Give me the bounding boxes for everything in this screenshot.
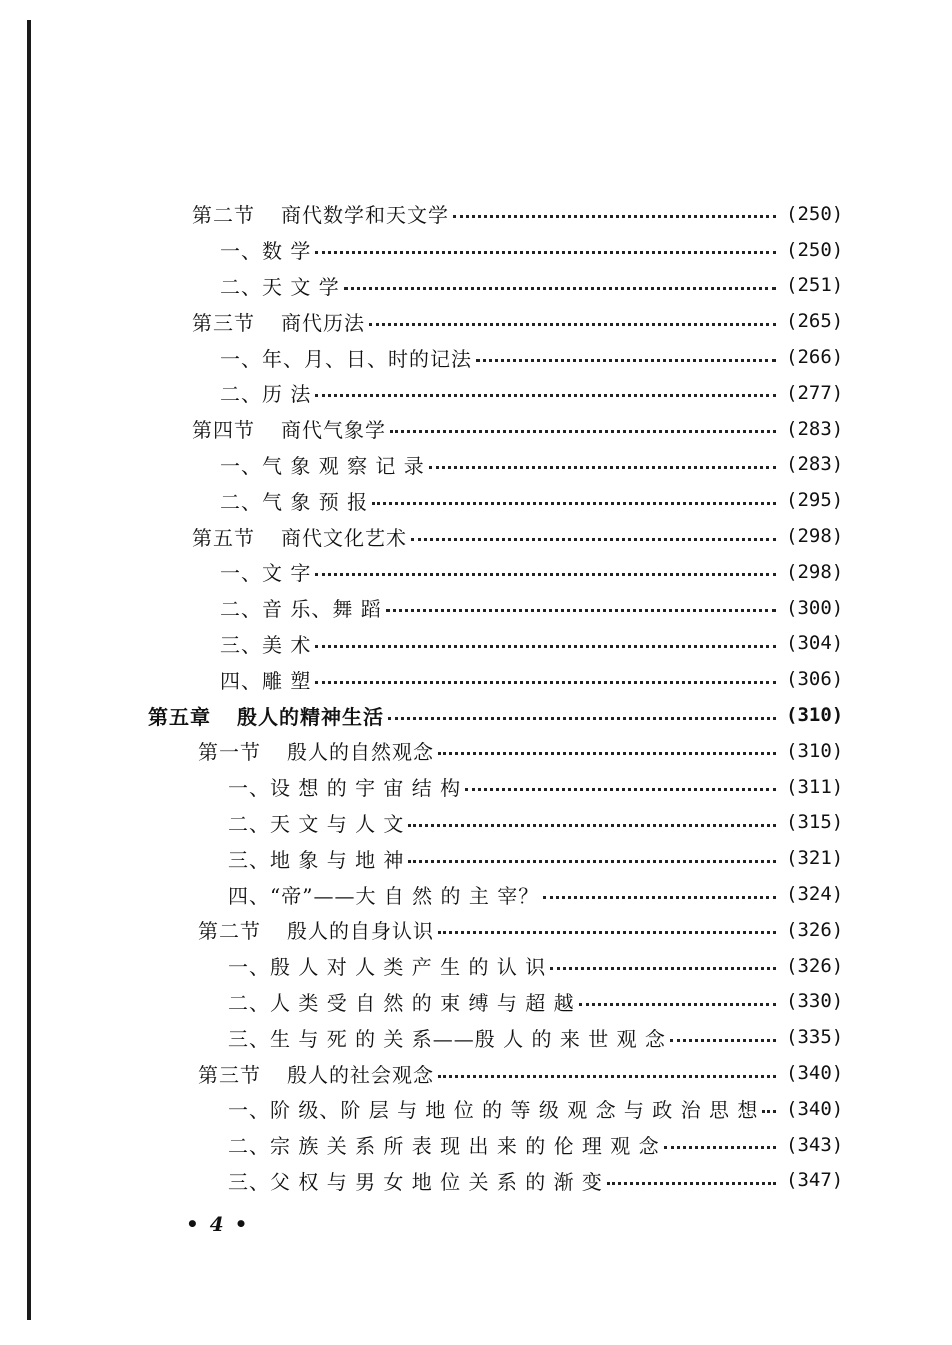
toc-entry-item[interactable] bbox=[0, 375, 952, 411]
toc-entry-section[interactable] bbox=[0, 303, 952, 339]
dot-leader bbox=[476, 339, 776, 362]
toc-entry-page: (315) bbox=[786, 811, 844, 834]
toc-entry-text: 一、设 想 的 宇 宙 结 构 bbox=[228, 776, 462, 801]
toc-entry-text: 一、气 象 观 察 记 录 bbox=[220, 453, 425, 478]
dot-leader bbox=[664, 1126, 776, 1149]
toc-entry-item[interactable] bbox=[0, 268, 952, 304]
toc-entry-title bbox=[228, 987, 575, 1016]
toc-entry-number: 第三节 bbox=[198, 1062, 261, 1087]
toc-entry-item[interactable] bbox=[0, 447, 952, 483]
toc-entry-text: 殷人的社会观念 bbox=[287, 1062, 434, 1087]
toc-entry-text: 商代数学和天文学 bbox=[281, 203, 449, 228]
dot-leader bbox=[411, 518, 776, 541]
toc-entry-text: 商代历法 bbox=[281, 310, 365, 335]
dot-leader bbox=[438, 911, 776, 934]
toc-entry-page: (251) bbox=[786, 274, 844, 297]
toc-entry-item[interactable] bbox=[0, 590, 952, 626]
toc-entry-title bbox=[192, 414, 386, 443]
dot-leader bbox=[607, 1162, 776, 1185]
toc-entry-item[interactable] bbox=[0, 232, 952, 268]
page-number: • 4 • bbox=[186, 1212, 250, 1236]
toc-entry-item-b[interactable] bbox=[0, 1091, 952, 1127]
toc-entry-item[interactable] bbox=[0, 482, 952, 518]
toc-entry-text: 三、生 与 死 的 关 系——殷 人 的 来 世 观 念 bbox=[228, 1026, 666, 1051]
toc-entry-number: 第二节 bbox=[192, 203, 255, 228]
toc-entry-text: 商代文化艺术 bbox=[281, 525, 407, 550]
dot-leader bbox=[408, 804, 776, 827]
toc-entry-text: 二、历 法 bbox=[220, 382, 312, 407]
toc-entry-section[interactable] bbox=[0, 411, 952, 447]
dot-leader bbox=[315, 553, 776, 576]
dot-leader bbox=[465, 768, 776, 791]
toc-entry-title bbox=[220, 486, 368, 515]
toc-entry-page: (283) bbox=[786, 417, 844, 440]
toc-entry-section[interactable] bbox=[0, 518, 952, 554]
toc-entry-text: 殷人的自身认识 bbox=[287, 919, 434, 944]
toc-entry-text: 四、雕 塑 bbox=[220, 668, 312, 693]
dot-leader bbox=[315, 625, 776, 648]
dot-leader bbox=[315, 374, 776, 397]
toc-entry-title bbox=[220, 271, 340, 300]
toc-entry-text: 二、气 象 预 报 bbox=[220, 489, 369, 514]
toc-entry-page: (300) bbox=[786, 596, 844, 619]
toc-entry-page: (335) bbox=[786, 1026, 844, 1049]
toc-entry-title bbox=[220, 343, 472, 372]
toc-entry-title bbox=[220, 593, 382, 622]
toc-entry-page: (326) bbox=[786, 918, 844, 941]
toc-entry-text: 二、天 文 与 人 文 bbox=[228, 811, 405, 836]
toc-entry-page: (347) bbox=[786, 1169, 844, 1192]
toc-entry-page: (330) bbox=[786, 990, 844, 1013]
toc-entry-item-b[interactable] bbox=[0, 1163, 952, 1199]
dot-leader bbox=[453, 195, 776, 218]
toc-entry-page: (277) bbox=[786, 381, 844, 404]
toc-entry-item-b[interactable] bbox=[0, 948, 952, 984]
toc-entry-item-b[interactable] bbox=[0, 1019, 952, 1055]
toc-entry-item-b[interactable] bbox=[0, 769, 952, 805]
toc-entry-item[interactable] bbox=[0, 339, 952, 375]
table-of-contents bbox=[0, 196, 952, 1198]
dot-leader bbox=[344, 267, 776, 290]
toc-entry-title bbox=[198, 1059, 434, 1088]
toc-entry-chapter[interactable] bbox=[0, 697, 952, 733]
toc-entry-page: (324) bbox=[786, 883, 844, 906]
toc-entry-text: 三、美 术 bbox=[220, 632, 312, 657]
toc-entry-text: 一、殷 人 对 人 类 产 生 的 认 识 bbox=[228, 955, 547, 980]
toc-entry-page: (311) bbox=[786, 775, 844, 798]
toc-entry-text: 一、文 字 bbox=[220, 561, 312, 586]
dot-leader bbox=[369, 303, 776, 326]
toc-entry-title bbox=[220, 665, 311, 694]
toc-entry-page: (266) bbox=[786, 346, 844, 369]
toc-entry-page: (321) bbox=[786, 847, 844, 870]
toc-entry-page: (265) bbox=[786, 310, 844, 333]
toc-entry-title bbox=[220, 557, 311, 586]
toc-entry-title bbox=[228, 1130, 660, 1159]
toc-entry-text: 二、音 乐、舞 蹈 bbox=[220, 597, 382, 622]
dot-leader bbox=[408, 840, 776, 863]
toc-entry-title bbox=[220, 629, 311, 658]
toc-entry-title bbox=[228, 880, 539, 909]
dot-leader bbox=[386, 589, 776, 612]
toc-entry-item-b[interactable] bbox=[0, 876, 952, 912]
toc-entry-title bbox=[220, 450, 425, 479]
toc-entry-item-b[interactable] bbox=[0, 984, 952, 1020]
toc-entry-text: 殷人的精神生活 bbox=[237, 704, 384, 729]
toc-entry-page: (250) bbox=[786, 238, 844, 261]
toc-entry-title bbox=[228, 808, 404, 837]
toc-entry-text: 一、年、月、日、时的记法 bbox=[220, 346, 472, 371]
toc-entry-item[interactable] bbox=[0, 626, 952, 662]
dot-leader bbox=[429, 446, 776, 469]
toc-entry-title bbox=[198, 736, 434, 765]
toc-entry-page: (310) bbox=[786, 704, 844, 727]
dot-leader bbox=[315, 661, 776, 684]
dot-leader bbox=[543, 876, 776, 899]
toc-entry-page: (340) bbox=[786, 1062, 844, 1085]
toc-entry-number: 第三节 bbox=[192, 310, 255, 335]
toc-entry-page: (295) bbox=[786, 489, 844, 512]
toc-entry-page: (343) bbox=[786, 1133, 844, 1156]
toc-entry-title bbox=[228, 951, 546, 980]
toc-entry-title bbox=[220, 378, 311, 407]
toc-entry-section-b[interactable] bbox=[0, 912, 952, 948]
dot-leader bbox=[438, 1055, 776, 1078]
toc-entry-page: (298) bbox=[786, 560, 844, 583]
toc-entry-text: 二、人 类 受 自 然 的 束 缚 与 超 越 bbox=[228, 990, 575, 1015]
toc-entry-text: 二、天 文 学 bbox=[220, 274, 340, 299]
dot-leader bbox=[762, 1090, 776, 1113]
toc-entry-title bbox=[228, 844, 404, 873]
toc-entry-section-b[interactable] bbox=[0, 733, 952, 769]
toc-entry-title bbox=[228, 1094, 758, 1123]
toc-entry-text: 一、阶 级、阶 层 与 地 位 的 等 级 观 念 与 政 治 思 想 bbox=[228, 1098, 759, 1123]
dot-leader bbox=[438, 732, 776, 755]
dot-leader bbox=[670, 1019, 776, 1042]
toc-entry-number: 第五节 bbox=[192, 525, 255, 550]
dot-leader bbox=[390, 410, 776, 433]
dot-leader bbox=[579, 983, 776, 1006]
toc-entry-page: (306) bbox=[786, 668, 844, 691]
toc-entry-item-b[interactable] bbox=[0, 805, 952, 841]
toc-entry-number: 第五章 bbox=[148, 704, 211, 729]
toc-entry-text: 三、父 权 与 男 女 地 位 关 系 的 渐 变 bbox=[228, 1169, 603, 1194]
toc-entry-number: 第一节 bbox=[198, 740, 261, 765]
toc-entry-page: (283) bbox=[786, 453, 844, 476]
toc-entry-page: (310) bbox=[786, 739, 844, 762]
dot-leader bbox=[372, 482, 776, 505]
toc-entry-section[interactable] bbox=[0, 196, 952, 232]
toc-entry-page: (326) bbox=[786, 954, 844, 977]
toc-entry-page: (340) bbox=[786, 1097, 844, 1120]
toc-entry-title bbox=[198, 915, 434, 944]
toc-entry-title bbox=[192, 199, 449, 228]
toc-entry-number: 第二节 bbox=[198, 919, 261, 944]
toc-entry-item[interactable] bbox=[0, 554, 952, 590]
toc-entry-title bbox=[228, 1166, 603, 1195]
toc-entry-item-b[interactable] bbox=[0, 840, 952, 876]
dot-leader bbox=[388, 697, 776, 720]
toc-entry-page: (250) bbox=[786, 202, 844, 225]
toc-entry-text: 殷人的自然观念 bbox=[287, 740, 434, 765]
toc-entry-text: 二、宗 族 关 系 所 表 现 出 来 的 伦 理 观 念 bbox=[228, 1134, 660, 1159]
toc-entry-item[interactable] bbox=[0, 661, 952, 697]
toc-entry-title bbox=[148, 701, 384, 730]
toc-entry-title bbox=[228, 1023, 666, 1052]
toc-entry-title bbox=[192, 522, 407, 551]
toc-entry-item-b[interactable] bbox=[0, 1127, 952, 1163]
dot-leader bbox=[550, 947, 776, 970]
toc-entry-page: (304) bbox=[786, 632, 844, 655]
toc-entry-title bbox=[192, 307, 365, 336]
toc-entry-text: 一、数 学 bbox=[220, 239, 312, 264]
toc-entry-section-b[interactable] bbox=[0, 1055, 952, 1091]
toc-entry-text: 四、“帝”——大 自 然 的 主 宰？ bbox=[228, 883, 540, 908]
toc-entry-text: 三、地 象 与 地 神 bbox=[228, 847, 405, 872]
toc-entry-text: 商代气象学 bbox=[281, 418, 386, 443]
dot-leader bbox=[315, 231, 776, 254]
toc-entry-page: (298) bbox=[786, 525, 844, 548]
toc-entry-title bbox=[220, 235, 311, 264]
toc-entry-title bbox=[228, 772, 461, 801]
toc-entry-number: 第四节 bbox=[192, 418, 255, 443]
